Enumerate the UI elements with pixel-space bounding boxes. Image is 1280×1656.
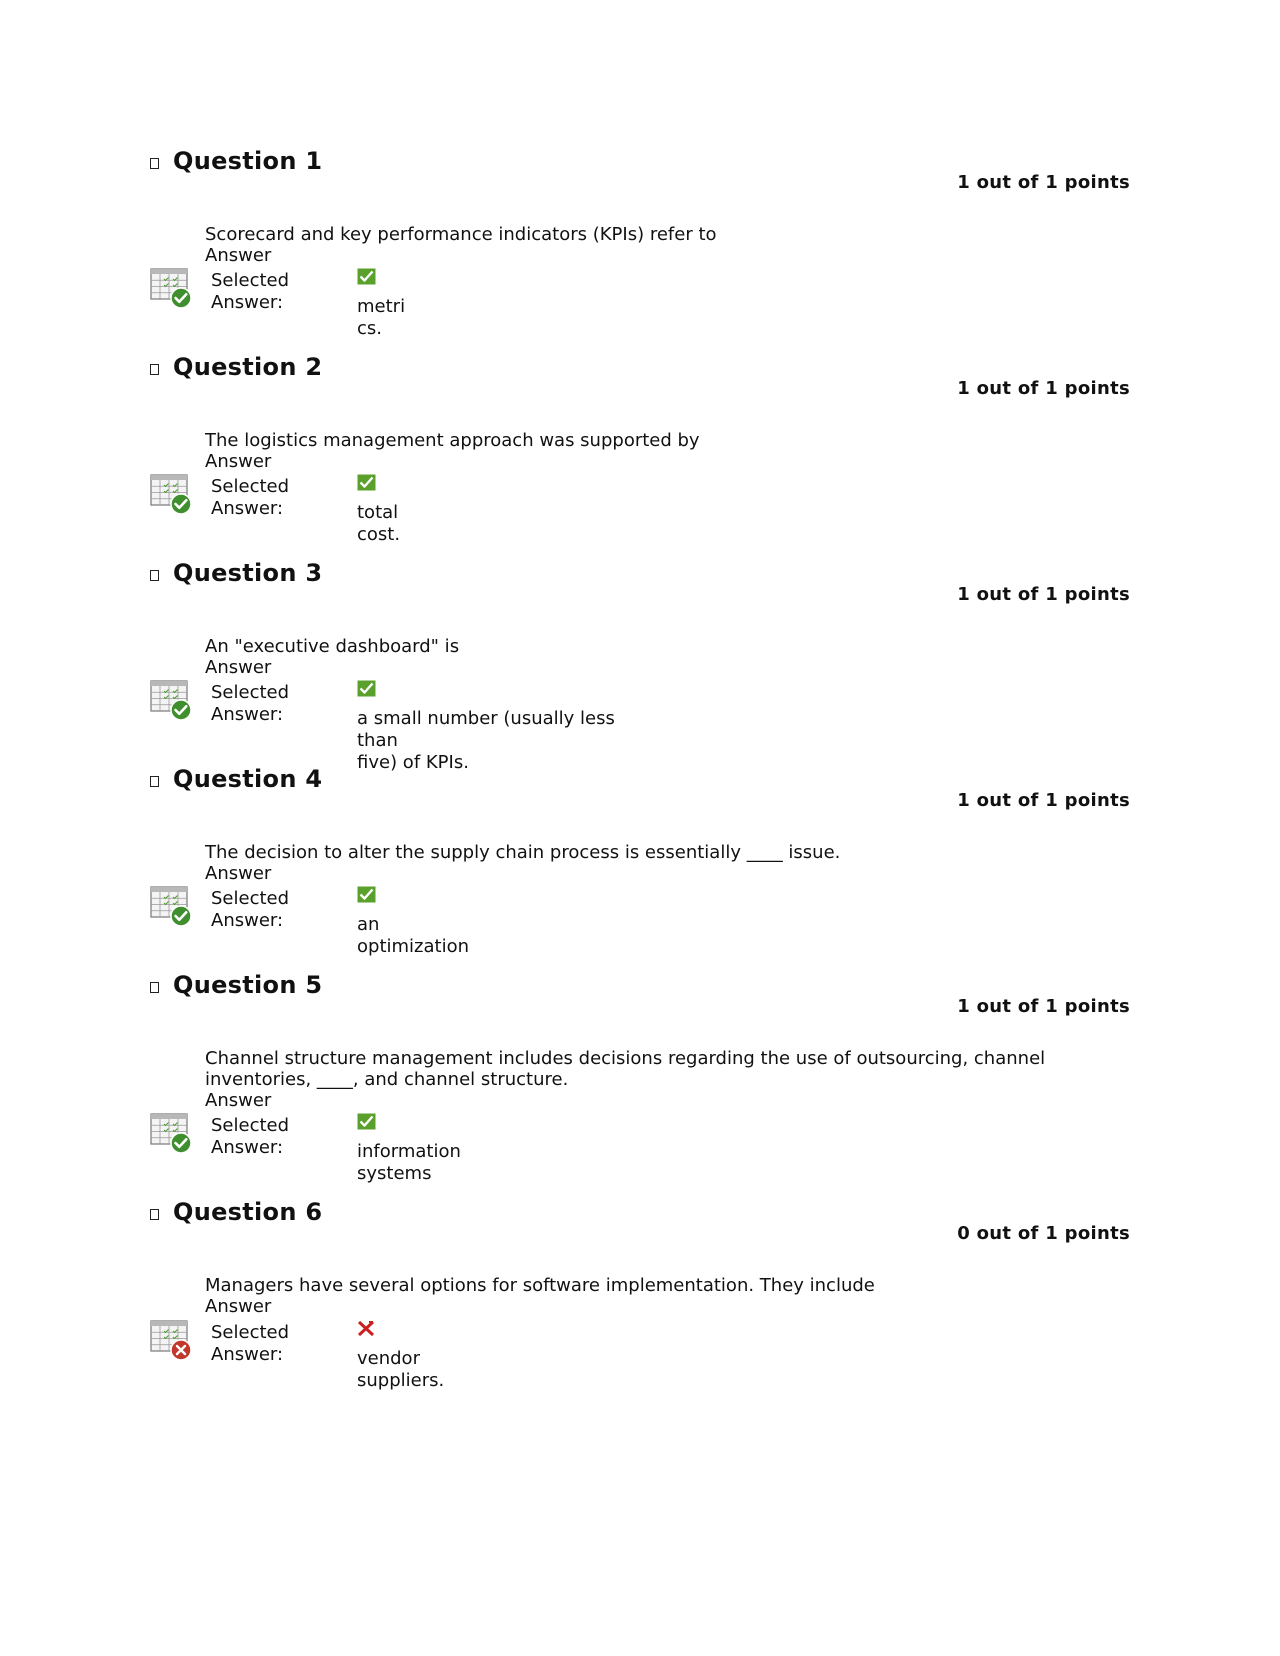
grade-table-check-icon <box>150 474 194 516</box>
question-points: 1 out of 1 points <box>957 584 1130 605</box>
selected-answer-value <box>357 1141 461 1185</box>
grade-table-check-icon <box>150 886 194 928</box>
question-points: 1 out of 1 points <box>957 790 1130 811</box>
question-text-block <box>205 1275 1095 1317</box>
answer-value-line: metri <box>357 296 406 317</box>
answer-value-line: optimization <box>357 936 469 957</box>
selected-label-line: Answer: <box>211 1344 284 1365</box>
selected-answer-row <box>150 268 650 348</box>
selected-answer-value <box>357 914 469 958</box>
question-title: Question 1 <box>173 147 323 175</box>
red-x-icon <box>357 1320 377 1338</box>
question-header <box>150 146 322 176</box>
selected-label-line: Selected <box>211 888 290 909</box>
selected-answer-value <box>357 296 405 340</box>
answer-value-line: five) of KPIs. <box>357 752 469 773</box>
question-text: Scorecard and key performance indicators (KPIs) refer to <box>205 224 717 245</box>
question-points: 1 out of 1 points <box>957 172 1130 193</box>
selected-answer-value <box>357 502 400 546</box>
grade-table-cross-icon <box>150 1320 194 1362</box>
question-points: 1 out of 1 points <box>957 996 1130 1017</box>
answer-value-line: cost. <box>357 524 401 545</box>
question-text-block <box>205 842 1095 884</box>
answer-label: Answer <box>205 451 272 472</box>
answer-label: Answer <box>205 863 272 884</box>
question-text: Managers have several options for software implementation. They include <box>205 1275 875 1296</box>
selected-answer-label <box>211 476 321 520</box>
selected-answer-label <box>211 682 321 726</box>
collapse-toggle-icon[interactable] <box>150 982 159 993</box>
question-text-block <box>205 636 1095 678</box>
answer-value-line: a small number (usually less than <box>357 708 615 751</box>
question-title: Question 3 <box>173 559 323 587</box>
grade-table-check-icon <box>150 680 194 722</box>
selected-label-line: Answer: <box>211 498 284 519</box>
question-title: Question 2 <box>173 353 323 381</box>
selected-label-line: Answer: <box>211 704 284 725</box>
question-points: 0 out of 1 points <box>957 1223 1130 1244</box>
selected-label-line: Selected <box>211 682 290 703</box>
question-text: Channel structure management includes decisions regarding the use of outsourcing, channel inventories, ____, and channel structure. <box>205 1048 1046 1090</box>
answer-value-line: vendor <box>357 1348 420 1369</box>
question-text-block <box>205 430 1095 472</box>
question-text: The decision to alter the supply chain process is essentially ____ issue. <box>205 842 841 863</box>
answer-value-line: information <box>357 1141 461 1162</box>
selected-answer-row <box>150 680 650 773</box>
answer-label: Answer <box>205 1090 272 1111</box>
answer-value-line: cs. <box>357 318 382 339</box>
grade-table-check-icon <box>150 268 194 310</box>
question-title: Question 6 <box>173 1198 323 1226</box>
question-title: Question 5 <box>173 971 323 999</box>
green-check-icon <box>357 680 377 698</box>
selected-answer-label <box>211 888 321 932</box>
selected-label-line: Answer: <box>211 292 284 313</box>
answer-label: Answer <box>205 1296 272 1317</box>
selected-answer-label <box>211 1115 321 1159</box>
selected-label-line: Selected <box>211 1115 290 1136</box>
question-header <box>150 558 322 588</box>
question-text-block <box>205 224 1095 266</box>
answer-label: Answer <box>205 245 272 266</box>
selected-label-line: Answer: <box>211 1137 284 1158</box>
answer-value-line: systems <box>357 1163 432 1184</box>
collapse-toggle-icon[interactable] <box>150 364 159 375</box>
collapse-toggle-icon[interactable] <box>150 570 159 581</box>
question-header <box>150 352 322 382</box>
selected-answer-value <box>357 1348 444 1392</box>
selected-label-line: Selected <box>211 270 290 291</box>
selected-answer-row <box>150 1113 650 1193</box>
green-check-icon <box>357 886 377 904</box>
selected-answer-label <box>211 270 321 314</box>
question-points: 1 out of 1 points <box>957 378 1130 399</box>
collapse-toggle-icon[interactable] <box>150 1209 159 1220</box>
green-check-icon <box>357 474 377 492</box>
answer-value-line: total <box>357 502 399 523</box>
selected-label-line: Selected <box>211 476 290 497</box>
grade-table-check-icon <box>150 1113 194 1155</box>
selected-answer-row <box>150 886 650 966</box>
question-text-block <box>205 1048 1095 1111</box>
selected-label-line: Selected <box>211 1322 290 1343</box>
question-header <box>150 970 322 1000</box>
answer-label: Answer <box>205 657 272 678</box>
selected-answer-row <box>150 1320 650 1400</box>
answer-value-line: an <box>357 914 380 935</box>
question-text: An "executive dashboard" is <box>205 636 460 657</box>
question-header <box>150 764 322 794</box>
green-check-icon <box>357 1113 377 1131</box>
green-check-icon <box>357 268 377 286</box>
answer-value-line: suppliers. <box>357 1370 445 1391</box>
collapse-toggle-icon[interactable] <box>150 158 159 169</box>
collapse-toggle-icon[interactable] <box>150 776 159 787</box>
question-title: Question 4 <box>173 765 323 793</box>
selected-answer-label <box>211 1322 321 1366</box>
question-text: The logistics management approach was supported by <box>205 430 700 451</box>
selected-label-line: Answer: <box>211 910 284 931</box>
selected-answer-row <box>150 474 650 554</box>
question-header <box>150 1197 322 1227</box>
